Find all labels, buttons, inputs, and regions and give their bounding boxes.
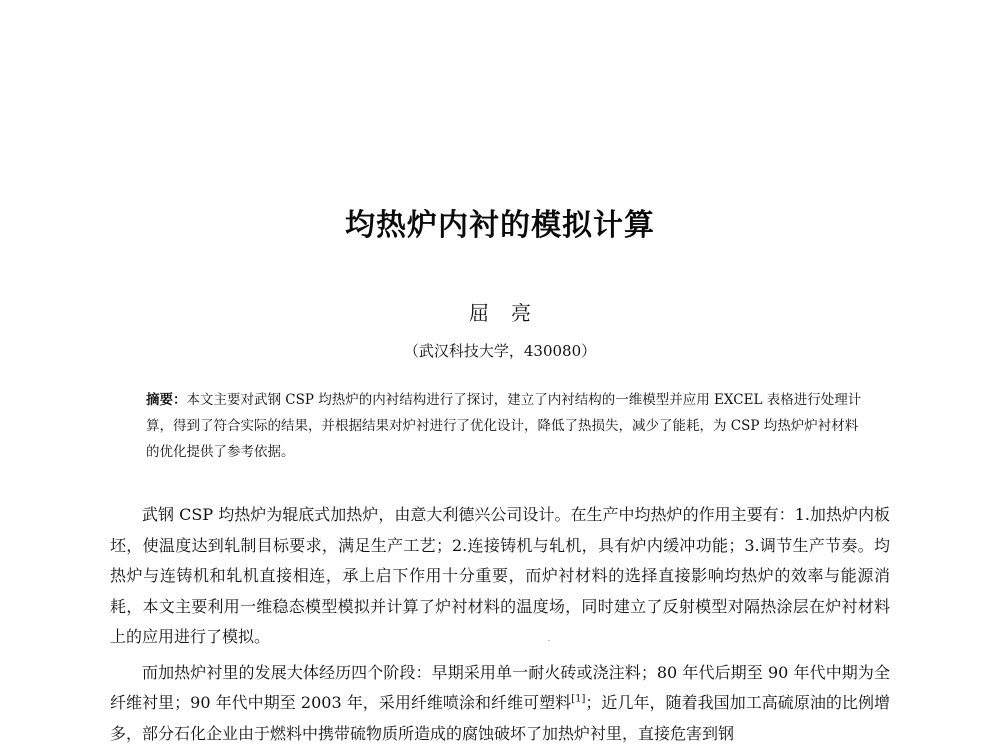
paper-title: 均热炉内衬的模拟计算 xyxy=(345,208,655,243)
body-paragraph-2 xyxy=(110,658,890,749)
abstract-label: 摘要： xyxy=(146,392,187,408)
body-paragraph-1: 武钢 CSP 均热炉为辊底式加热炉，由意大利德兴公司设计。在生产中均热炉的作用主要有：1.加热炉内板坯，使温度达到轧制目标要求，满足生产工艺；2.连接铸机与轧机，具有炉内缓冲功能；3.调节生产节奏。均热炉与连铸机和轧机直接相连，承上启下作用十分重要，而炉衬材料的选择直接影响均热炉的效率与能源消耗，本文主要利用一维稳态模型模拟并计算了炉衬材料的温度场，同时建立了反射模型对隔热涂层在炉衬材料上的应用进行了模拟。 xyxy=(110,505,890,646)
abstract xyxy=(146,387,866,465)
abstract-text: 本文主要对武钢 CSP 均热炉的内衬结构进行了探讨，建立了内衬结构的一维模型并应用 EXCEL 表格进行处理计算，得到了符合实际的结果，并根据结果对炉衬进行了优化设计，降低了热损失，减少了能耗，为 CSP 均热炉炉衬材料的优化提供了参考依据。 xyxy=(146,392,862,460)
citation-reference: [1] xyxy=(571,693,586,705)
body-text xyxy=(110,500,890,749)
paragraph-2-text-end: ；近几年，随着我国加工高硫原油的比例增多，部分石化企业由于燃料中携带硫物质所造成的腐蚀破坏了加热炉衬里，直接危害到钢 xyxy=(110,693,890,743)
paragraph-2-text-start: 而加热炉衬里的发展大体经历四个阶段：早期采用单一耐火砖或浇注料；80 年代后期至 90 年代中期为全纤维衬里；90 年代中期至 2003 年，采用纤维喷涂和纤维可塑料 xyxy=(110,662,890,712)
author-name: 屈亮 xyxy=(469,301,553,325)
scan-artifact xyxy=(548,640,550,641)
author-affiliation: （武汉科技大学，430080） xyxy=(403,342,597,360)
